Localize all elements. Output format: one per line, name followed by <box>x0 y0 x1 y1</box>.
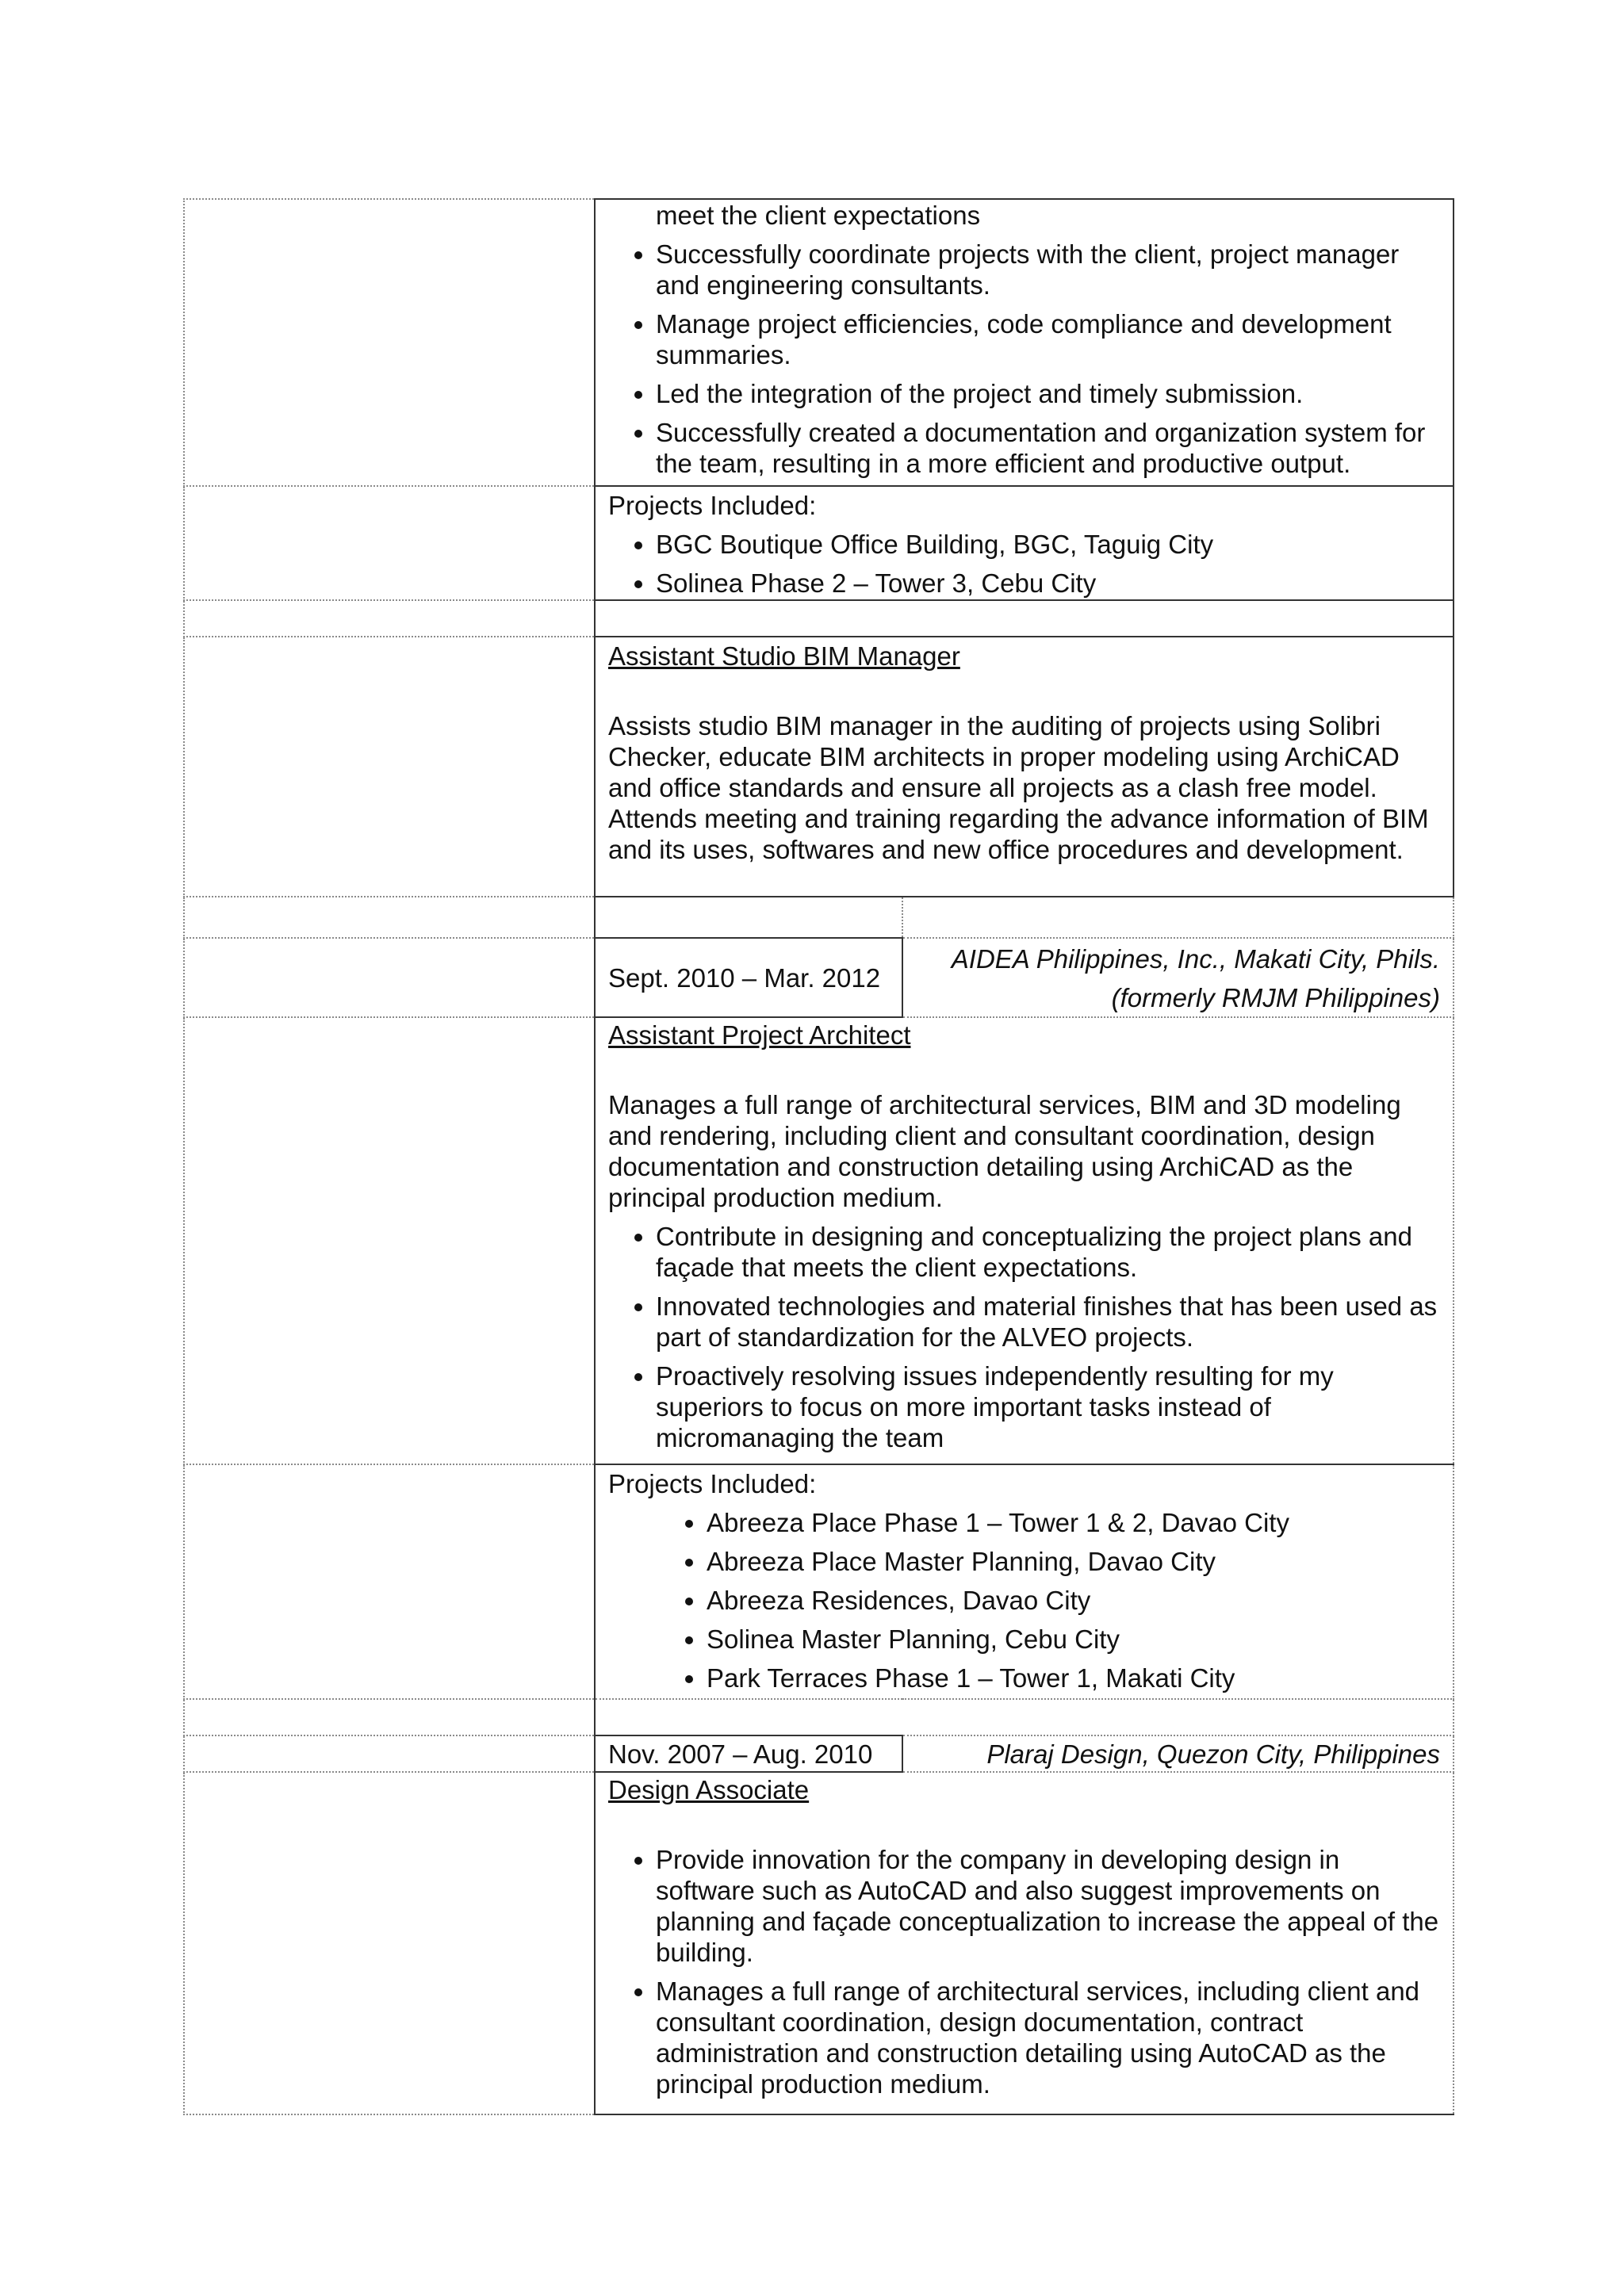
list-item: • Abreeza Place Master Planning, Davao City <box>707 1546 1440 1577</box>
list-item: • Manage project efficiencies, code compliance and development summaries. <box>656 308 1440 370</box>
design-associate-cell <box>595 1772 1454 2114</box>
responsibilities-list <box>608 1221 1440 1453</box>
left-column-cell <box>184 1735 595 1772</box>
date-cell <box>595 938 902 1017</box>
employment-dates: Nov. 2007 – Aug. 2010 <box>608 1739 873 1769</box>
projects-label: Projects Included: <box>608 1469 817 1498</box>
row-design-associate <box>184 1772 1454 2114</box>
resume-page <box>183 198 1453 2115</box>
spacer-cell <box>184 600 595 637</box>
spacer-row <box>184 600 1454 637</box>
list-item: • Abreeza Residences, Davao City <box>707 1585 1440 1616</box>
list-item: • Solinea Master Planning, Cebu City <box>707 1624 1440 1655</box>
spacer-cell <box>595 1699 1454 1735</box>
bim-manager-cell <box>595 637 1454 897</box>
job-description: Manages a full range of architectural services, BIM and 3D modeling and rendering, including client and consultant coordination, design documentation and construction detailing using ArchiCAD as the principal production medium. <box>608 1090 1401 1212</box>
spacer-cell <box>184 1699 595 1735</box>
projects-label: Projects Included: <box>608 491 817 520</box>
left-column-cell <box>184 1772 595 2114</box>
job-title: Assistant Studio BIM Manager <box>608 641 960 671</box>
list-item: • Manages a full range of architectural services, including client and consultant coordination, design documentation, contract administration and construction detailing using AutoCAD as the principal production medium. <box>656 1976 1440 2099</box>
spacer-cell <box>595 600 1454 637</box>
spacer-cell <box>595 897 902 938</box>
responsibilities-cell <box>595 199 1454 486</box>
employer-cell <box>902 1735 1454 1772</box>
project-architect-cell <box>595 1017 1454 1464</box>
employer-cell <box>902 938 1454 1017</box>
left-column-cell <box>184 637 595 897</box>
projects-cell <box>595 1464 1454 1699</box>
employment-dates: Sept. 2010 – Mar. 2012 <box>608 962 881 993</box>
row-assistant-project-architect <box>184 1017 1454 1464</box>
row-plaraj-header <box>184 1735 1454 1772</box>
left-column-cell <box>184 1464 595 1699</box>
responsibilities-list <box>608 239 1440 479</box>
experience-table <box>183 198 1454 2115</box>
spacer-row <box>184 1699 1454 1735</box>
list-item: • Park Terraces Phase 1 – Tower 1, Makati City <box>707 1663 1440 1693</box>
responsibilities-list <box>608 1844 1440 2099</box>
row-responsibilities-continued <box>184 199 1454 486</box>
spacer-cell <box>902 897 1454 938</box>
employer-name: Plaraj Design, Quezon City, Philippines <box>986 1739 1440 1769</box>
bullet-continuation: meet the client expectations <box>656 201 981 230</box>
list-item: • BGC Boutique Office Building, BGC, Taguig City <box>656 529 1440 560</box>
spacer-cell <box>184 897 595 938</box>
list-item: • Solinea Phase 2 – Tower 3, Cebu City <box>656 568 1440 599</box>
row-bim-manager <box>184 637 1454 897</box>
employer-former-name: (formerly RMJM Philippines) <box>1111 983 1440 1012</box>
list-item: • Proactively resolving issues independently resulting for my superiors to focus on more important tasks instead of micromanaging the team <box>656 1360 1440 1453</box>
list-item: • Contribute in designing and conceptualizing the project plans and façade that meets the client expectations. <box>656 1221 1440 1283</box>
list-item: • Provide innovation for the company in developing design in software such as AutoCAD and also suggest improvements on planning and façade conceptualization to increase the appeal of the building. <box>656 1844 1440 1968</box>
list-item: • Innovated technologies and material finishes that has been used as part of standardization for the ALVEO projects. <box>656 1291 1440 1353</box>
projects-list <box>608 529 1440 599</box>
row-projects-2 <box>184 1464 1454 1699</box>
left-column-cell <box>184 1017 595 1464</box>
list-item: • Led the integration of the project and timely submission. <box>656 378 1440 409</box>
left-column-cell <box>184 486 595 600</box>
row-aidea-header <box>184 938 1454 1017</box>
job-title: Design Associate <box>608 1775 810 1804</box>
list-item: • Abreeza Place Phase 1 – Tower 1 & 2, Davao City <box>707 1507 1440 1538</box>
date-cell <box>595 1735 902 1772</box>
job-description: Assists studio BIM manager in the auditing of projects using Solibri Checker, educate BIM architects in proper modeling using ArchiCAD and office standards and ensure all projects as a clash free model. Attends meeting and training regarding the advance information of BIM and its uses, softwares and new office procedures and development. <box>608 711 1429 864</box>
list-item: • Successfully coordinate projects with the client, project manager and engineering consultants. <box>656 239 1440 300</box>
spacer-row <box>184 897 1454 938</box>
left-column-cell <box>184 938 595 1017</box>
employer-name: AIDEA Philippines, Inc., Makati City, Phils. <box>951 944 1440 974</box>
projects-list <box>608 1507 1440 1693</box>
job-title: Assistant Project Architect <box>608 1020 911 1050</box>
row-projects-1 <box>184 486 1454 600</box>
list-item: • Successfully created a documentation and organization system for the team, resulting in a more efficient and productive output. <box>656 417 1440 479</box>
left-column-cell <box>184 199 595 486</box>
projects-cell <box>595 486 1454 600</box>
